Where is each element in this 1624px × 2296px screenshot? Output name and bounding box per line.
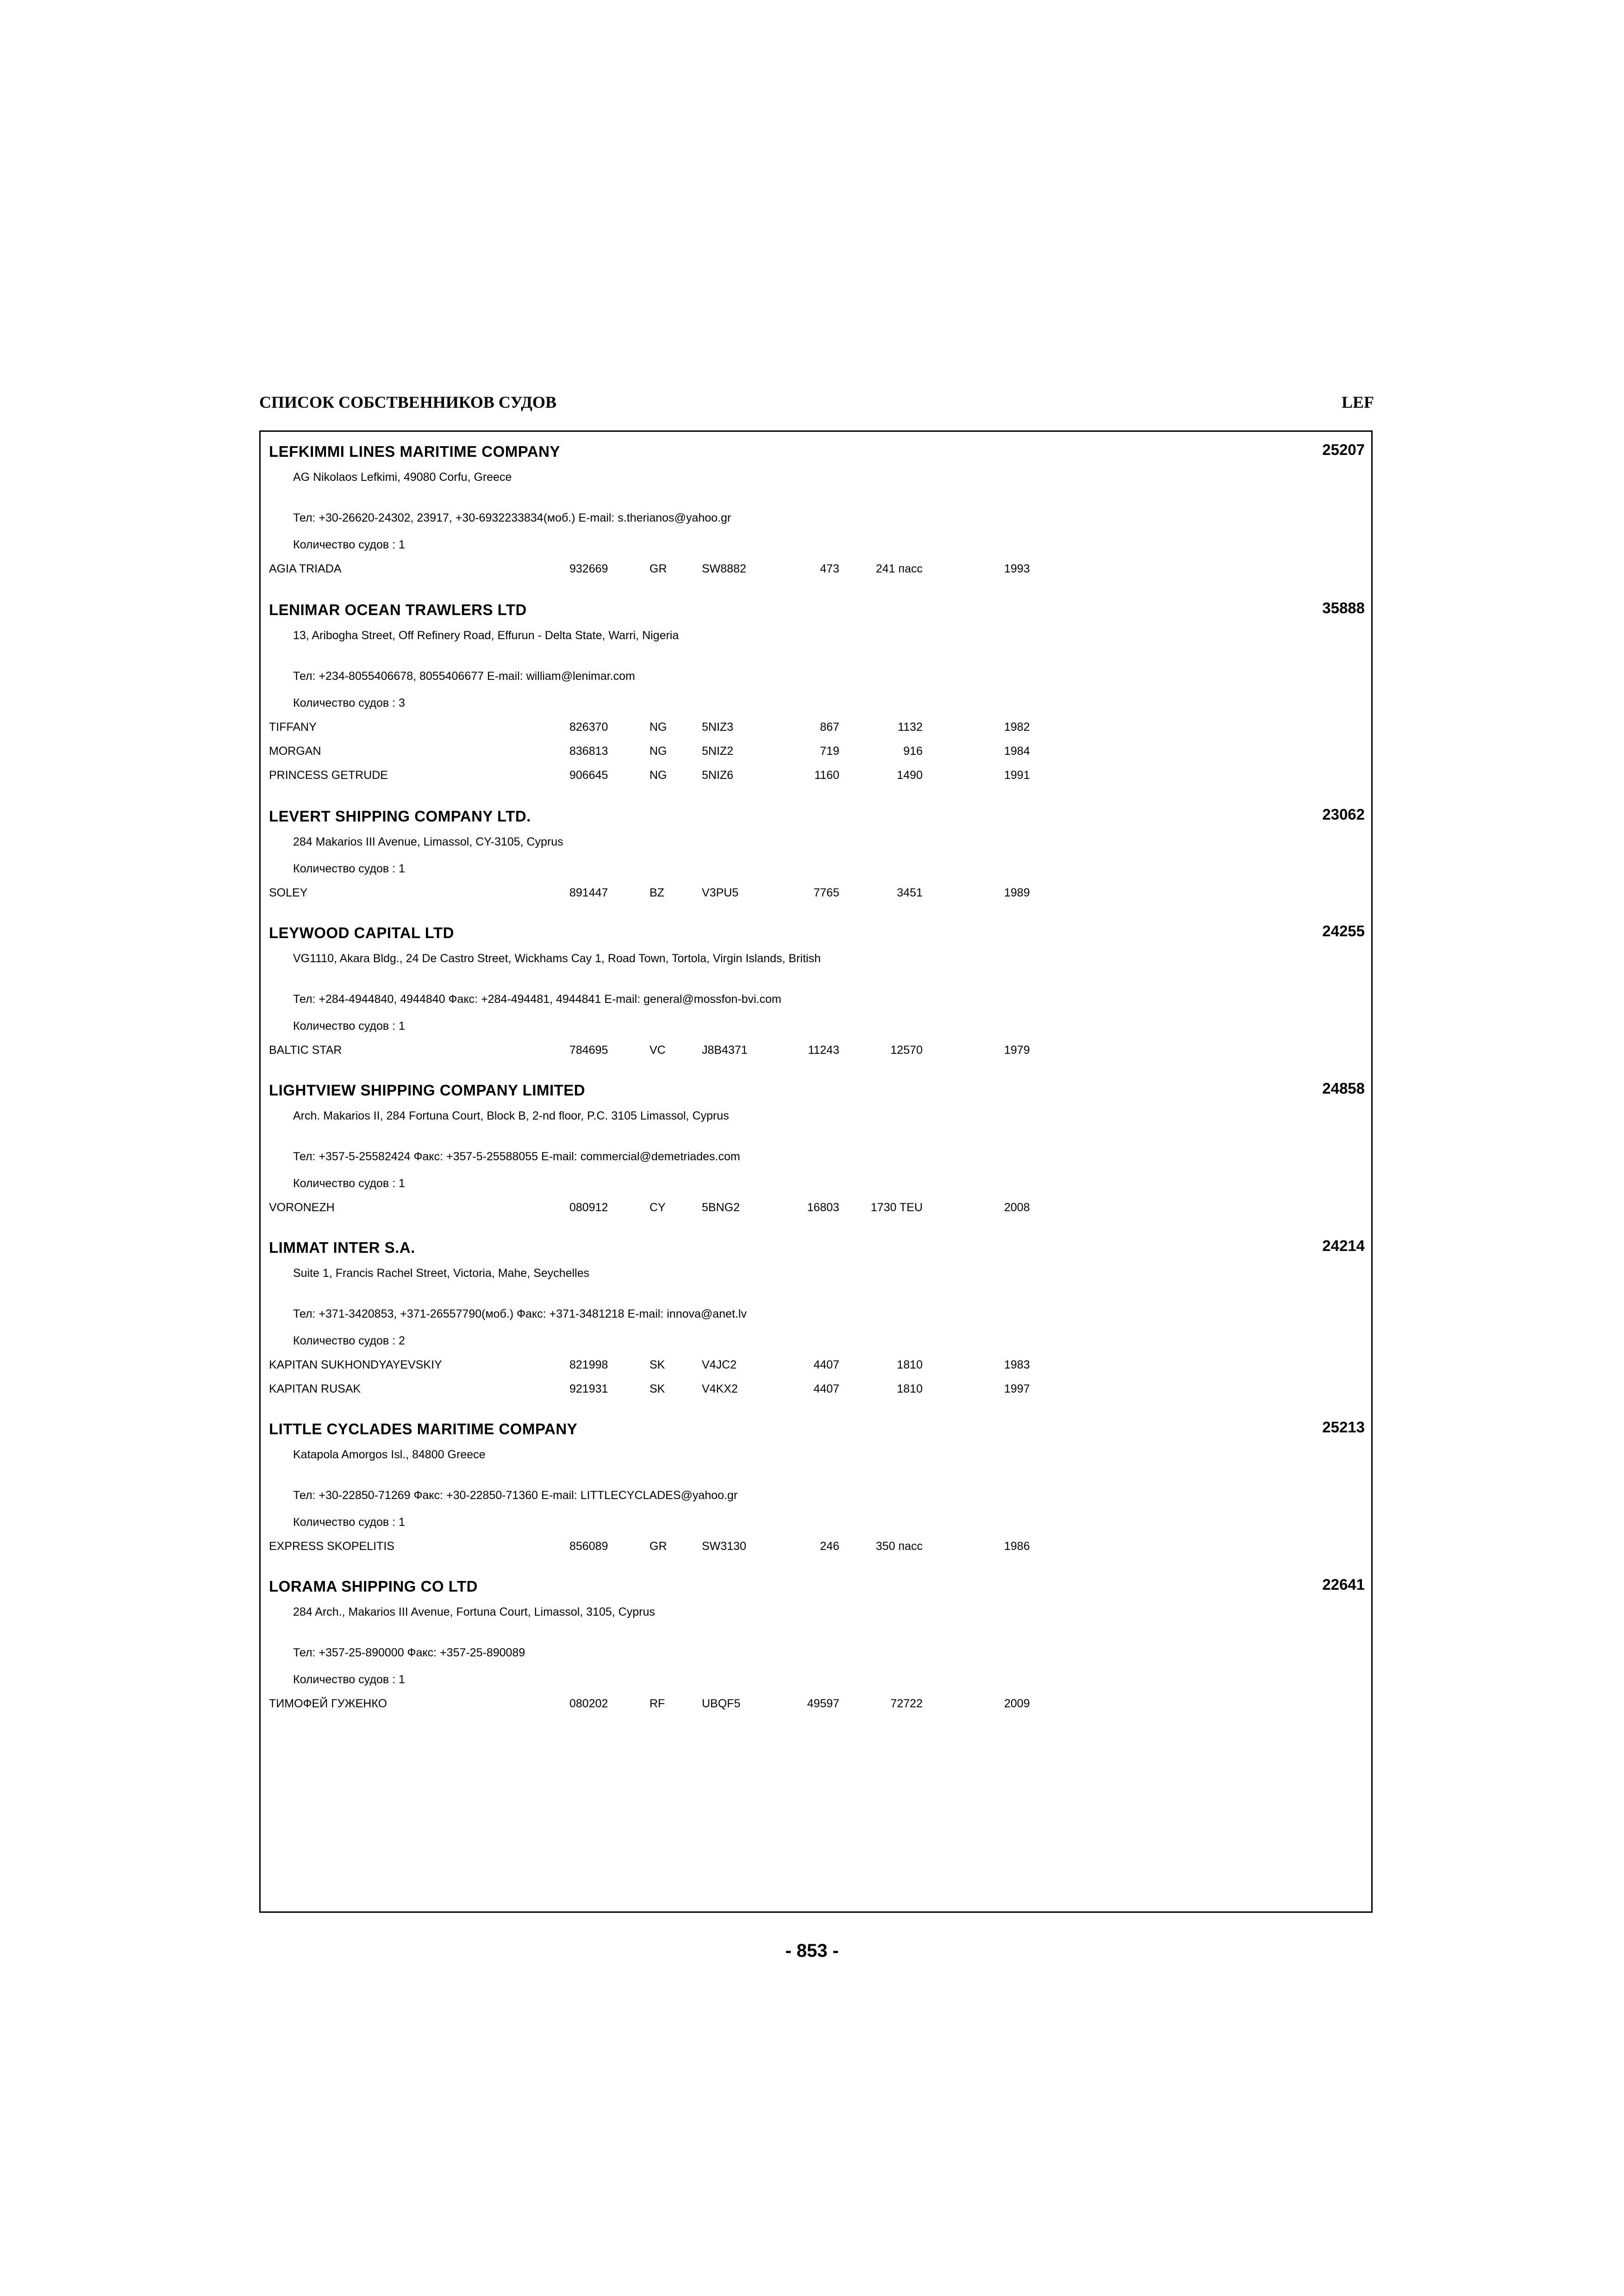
ship-name: TIFFANY — [269, 721, 317, 734]
ship-year: 1986 — [1004, 1540, 1030, 1553]
ship-year: 1979 — [1004, 1044, 1030, 1057]
ship-callsign: 5NIZ6 — [702, 769, 734, 782]
ship-capacity: 3451 — [897, 886, 923, 899]
ship-name: SOLEY — [269, 886, 308, 899]
ship-year: 1983 — [1004, 1358, 1030, 1371]
ship-callsign: V3PU5 — [702, 886, 739, 899]
company-name: LIGHTVIEW SHIPPING COMPANY LIMITED — [269, 1082, 586, 1099]
ship-year: 1993 — [1004, 562, 1030, 575]
ship-imo: 826370 — [569, 721, 608, 734]
ship-callsign: J8B4371 — [702, 1044, 748, 1057]
ship-row — [261, 562, 1371, 577]
ship-callsign: V4KX2 — [702, 1382, 738, 1395]
ship-imo: 891447 — [569, 886, 608, 899]
company-contacts: Тел: +234-8055406678, 8055406677 E-mail: william@lenimar.com — [293, 670, 635, 683]
ship-dwt: 473 — [820, 562, 839, 575]
ship-flag: BZ — [650, 886, 664, 899]
ship-imo: 784695 — [569, 1044, 608, 1057]
section-code: LEF — [1341, 393, 1374, 411]
ship-imo: 932669 — [569, 562, 608, 575]
registry-frame — [259, 430, 1373, 1913]
ship-capacity: 72722 — [890, 1697, 923, 1710]
ship-dwt: 867 — [820, 721, 839, 734]
company-name: LENIMAR OCEAN TRAWLERS LTD — [269, 601, 527, 618]
company-address: 284 Makarios III Avenue, Limassol, CY-3105, Cyprus — [293, 835, 563, 848]
company-name: LORAMA SHIPPING CO LTD — [269, 1578, 478, 1595]
ship-year: 2009 — [1004, 1697, 1030, 1710]
ship-imo: 080912 — [569, 1201, 608, 1214]
company-number: 25213 — [1322, 1419, 1365, 1436]
ship-callsign: 5NIZ2 — [702, 745, 734, 758]
company-name: LEYWOOD CAPITAL LTD — [269, 924, 454, 941]
ship-name: MORGAN — [269, 745, 321, 758]
ship-capacity: 241 пасс — [875, 562, 923, 575]
ship-dwt: 4407 — [813, 1382, 839, 1395]
ship-flag: SK — [650, 1358, 665, 1371]
ship-callsign: SW8882 — [702, 562, 746, 575]
ship-capacity: 12570 — [890, 1044, 923, 1057]
company-contacts: Тел: +357-25-890000 Факс: +357-25-890089 — [293, 1646, 525, 1659]
ship-dwt: 7765 — [813, 886, 839, 899]
company-contacts: Тел: +357-5-25582424 Факс: +357-5-25588055 E-mail: commercial@demetriades.com — [293, 1150, 740, 1163]
ship-dwt: 11243 — [808, 1044, 839, 1057]
ship-flag: NG — [650, 721, 667, 734]
ship-row — [261, 1382, 1371, 1397]
ship-name: KAPITAN RUSAK — [269, 1382, 361, 1395]
ship-capacity: 350 пасс — [875, 1540, 923, 1553]
ship-row — [261, 769, 1371, 784]
ship-row — [261, 745, 1371, 759]
ship-imo: 906645 — [569, 769, 608, 782]
ship-imo: 080202 — [569, 1697, 608, 1710]
ship-year: 1997 — [1004, 1382, 1030, 1395]
ship-count: Количество судов : 1 — [293, 1673, 405, 1686]
ship-row — [261, 886, 1371, 901]
ship-year: 1991 — [1004, 769, 1030, 782]
company-number: 24255 — [1322, 922, 1365, 940]
ship-row — [261, 1201, 1371, 1216]
ship-dwt: 49597 — [807, 1697, 839, 1710]
ship-callsign: 5BNG2 — [702, 1201, 740, 1214]
ship-flag: VC — [650, 1044, 666, 1057]
company-contacts: Тел: +30-26620-24302, 23917, +30-6932233834(моб.) E-mail: s.therianos@yahoo.gr — [293, 511, 731, 524]
company-name: LEVERT SHIPPING COMPANY LTD. — [269, 808, 531, 825]
ship-row — [261, 1540, 1371, 1555]
company-address: AG Nikolaos Lefkimi, 49080 Corfu, Greece — [293, 471, 512, 484]
ship-imo: 921931 — [569, 1382, 608, 1395]
company-name: LIMMAT INTER S.A. — [269, 1239, 415, 1256]
ship-count: Количество судов : 1 — [293, 1516, 405, 1529]
ship-dwt: 719 — [820, 745, 839, 758]
ship-row — [261, 721, 1371, 735]
company-number: 35888 — [1322, 599, 1365, 616]
ship-name: KAPITAN SUKHONDYAYEVSKIY — [269, 1358, 442, 1371]
ship-callsign: 5NIZ3 — [702, 721, 734, 734]
ship-flag: SK — [650, 1382, 665, 1395]
page-number: - 853 - — [785, 1941, 839, 1961]
ship-capacity: 1810 — [897, 1382, 923, 1395]
ship-name: EXPRESS SKOPELITIS — [269, 1540, 394, 1553]
ship-year: 2008 — [1004, 1201, 1030, 1214]
ship-imo: 821998 — [569, 1358, 608, 1371]
ship-count: Количество судов : 1 — [293, 1020, 405, 1033]
ship-flag: CY — [650, 1201, 666, 1214]
ship-callsign: UBQF5 — [702, 1697, 741, 1710]
ship-count: Количество судов : 3 — [293, 697, 405, 709]
ship-dwt: 16803 — [807, 1201, 839, 1214]
company-number: 22641 — [1322, 1576, 1365, 1593]
company-address: Arch. Makarios II, 284 Fortuna Court, Block B, 2-nd floor, P.C. 3105 Limassol, Cyprus — [293, 1109, 729, 1122]
ship-dwt: 4407 — [813, 1358, 839, 1371]
ship-row — [261, 1697, 1371, 1712]
ship-flag: NG — [650, 769, 667, 782]
company-name: LITTLE CYCLADES MARITIME COMPANY — [269, 1420, 578, 1437]
ship-capacity: 1730 TEU — [870, 1201, 923, 1214]
ship-name: ТИМОФЕЙ ГУЖЕНКО — [269, 1697, 387, 1710]
ship-year: 1982 — [1004, 721, 1030, 734]
ship-imo: 836813 — [569, 745, 608, 758]
company-number: 23062 — [1322, 806, 1365, 823]
company-contacts: Тел: +30-22850-71269 Факс: +30-22850-71360 E-mail: LITTLECYCLADES@yahoo.gr — [293, 1489, 738, 1502]
ship-row — [261, 1358, 1371, 1373]
company-address: VG1110, Akara Bldg., 24 De Castro Street, Wickhams Cay 1, Road Town, Tortola, Virgin Islands, British — [293, 952, 821, 965]
ship-name: BALTIC STAR — [269, 1044, 342, 1057]
ship-name: PRINCESS GETRUDE — [269, 769, 388, 782]
page-header — [259, 392, 1374, 420]
ship-name: VORONEZH — [269, 1201, 335, 1214]
company-address: Suite 1, Francis Rachel Street, Victoria, Mahe, Seychelles — [293, 1267, 590, 1280]
ship-capacity: 1132 — [898, 721, 923, 734]
ship-imo: 856089 — [569, 1540, 608, 1553]
ship-row — [261, 1044, 1371, 1058]
company-address: Katapola Amorgos Isl., 84800 Greece — [293, 1448, 486, 1461]
company-name: LEFKIMMI LINES MARITIME COMPANY — [269, 443, 561, 460]
ship-capacity: 916 — [903, 745, 923, 758]
ship-count: Количество судов : 1 — [293, 862, 405, 875]
company-contacts: Тел: +371-3420853, +371-26557790(моб.) Факс: +371-3481218 E-mail: innova@anet.lv — [293, 1307, 747, 1320]
ship-count: Количество судов : 1 — [293, 1177, 405, 1190]
page-title: СПИСОК СОБСТВЕННИКОВ СУДОВ — [259, 393, 557, 411]
ship-flag: GR — [650, 562, 667, 575]
ship-flag: RF — [650, 1697, 665, 1710]
ship-callsign: V4JC2 — [702, 1358, 737, 1371]
ship-count: Количество судов : 1 — [293, 538, 405, 551]
ship-year: 1989 — [1004, 886, 1030, 899]
ship-count: Количество судов : 2 — [293, 1334, 405, 1347]
ship-dwt: 246 — [820, 1540, 839, 1553]
company-contacts: Тел: +284-4944840, 4944840 Факс: +284-494481, 4944841 E-mail: general@mossfon-bvi.com — [293, 993, 781, 1006]
ship-name: AGIA TRIADA — [269, 562, 342, 575]
company-number: 24858 — [1322, 1080, 1365, 1097]
ship-capacity: 1490 — [897, 769, 923, 782]
company-number: 24214 — [1322, 1237, 1365, 1254]
company-address: 284 Arch., Makarios III Avenue, Fortuna Court, Limassol, 3105, Cyprus — [293, 1605, 655, 1618]
company-number: 25207 — [1322, 441, 1365, 458]
ship-year: 1984 — [1004, 745, 1030, 758]
ship-capacity: 1810 — [897, 1358, 923, 1371]
ship-flag: GR — [650, 1540, 667, 1553]
company-address: 13, Aribogha Street, Off Refinery Road, Effurun - Delta State, Warri, Nigeria — [293, 629, 679, 642]
ship-dwt: 1160 — [814, 769, 839, 782]
ship-flag: NG — [650, 745, 667, 758]
ship-callsign: SW3130 — [702, 1540, 746, 1553]
